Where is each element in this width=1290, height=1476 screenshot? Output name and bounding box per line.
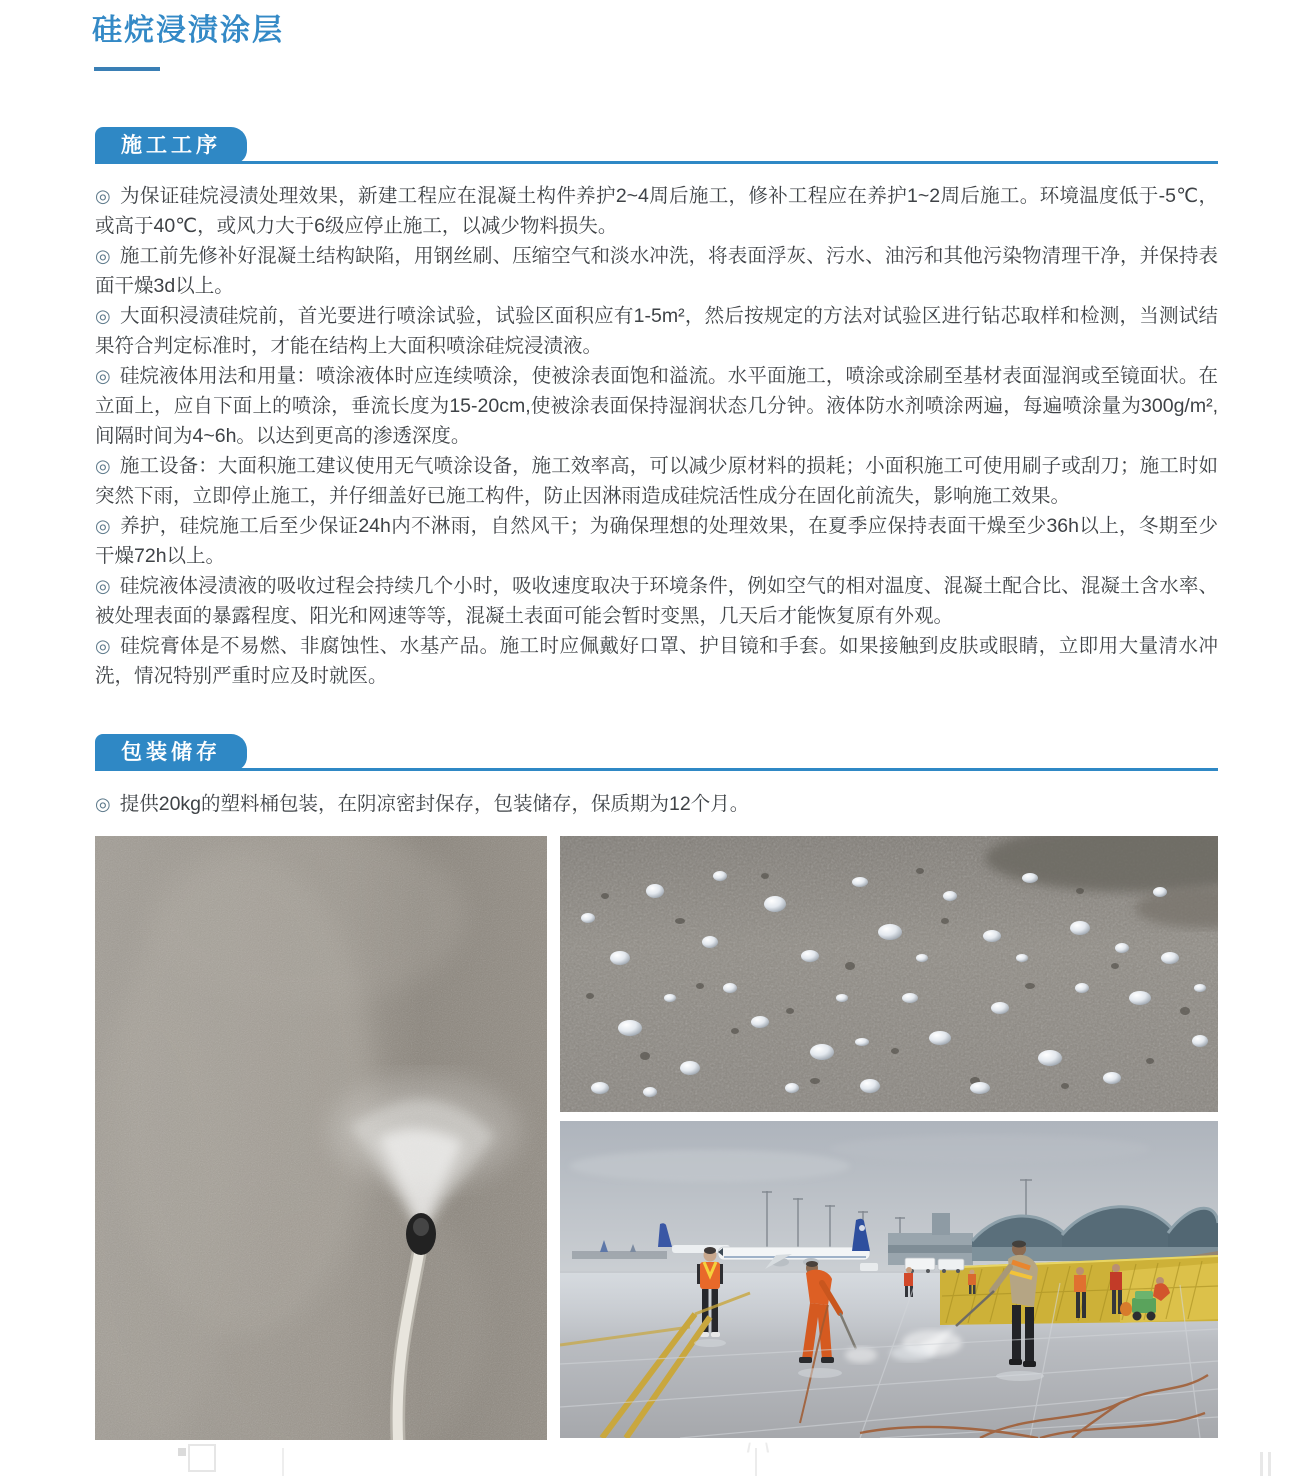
spray-wall-illustration: [95, 836, 547, 1440]
bullet-icon: ◎: [95, 576, 111, 596]
procedure-text: 为保证硅烷浸渍处理效果，新建工程应在混凝土构件养护2~4周后施工，修补工程应在养护1~2周后施工。环境温度低于-5℃，或高于40℃，或风力大于6级应停止施工，以减少物料损失。: [95, 185, 1218, 237]
title-underline-divider: [94, 67, 160, 71]
bullet-icon: ◎: [95, 366, 111, 386]
droplets-illustration: [560, 836, 1218, 1112]
procedure-item: [95, 361, 1218, 451]
section-header-packaging: 包装储存: [95, 734, 247, 771]
procedure-item: [95, 301, 1218, 361]
procedure-text: 大面积浸渍硅烷前，首光要进行喷涂试验，试验区面积应有1-5m²，然后按规定的方法对试验区进行钻芯取样和检测，当测试结果符合判定标准时，才能在结构上大面积喷涂硅烷浸渍液。: [95, 305, 1218, 357]
procedure-text: 硅烷膏体是不易燃、非腐蚀性、水基产品。施工时应佩戴好口罩、护目镜和手套。如果接触到皮肤或眼睛，立即用大量清水冲洗，情况特别严重时应及时就医。: [95, 635, 1218, 687]
packaging-storage-text: [95, 789, 1218, 819]
bullet-icon: ◎: [95, 516, 112, 536]
page-bottom-artifact: [188, 1444, 216, 1472]
page-bottom-artifact: [282, 1448, 284, 1476]
page-bottom-artifact: [178, 1448, 186, 1456]
construction-procedure-text: [95, 181, 1218, 691]
packaging-text: 提供20kg的塑料桶包装，在阴凉密封保存，包装储存，保质期为12个月。: [119, 793, 750, 815]
packaging-item: [95, 789, 1218, 819]
procedure-item: [95, 241, 1218, 301]
page-bottom-artifact: [1268, 1452, 1271, 1476]
procedure-text: 硅烷液体用法和用量：喷涂液体时应连续喷涂，使被涂表面饱和溢流。水平面施工，喷涂或涂刷至基材表面湿润或至镜面状。在立面上，应自下面上的喷涂，垂流长度为15-20cm,使被涂表面保持湿润状态几分钟。液体防水剂喷涂两遍，每遍喷涂量为300g/m²,间隔时间为4~6h。以达到更高的渗透深度。: [95, 365, 1218, 447]
page-bottom-artifact: [747, 1443, 769, 1453]
bullet-icon: ◎: [95, 636, 112, 656]
photo-airport-apron-spraying: [560, 1121, 1218, 1438]
procedure-text: 养护，硅烷施工后至少保证24h内不淋雨，自然风干；为确保理想的处理效果，在夏季应保持表面干燥至少36h以上，冬期至少干燥72h以上。: [95, 515, 1218, 567]
page-bottom-artifact: [1260, 1452, 1263, 1476]
bullet-icon: ◎: [95, 456, 111, 476]
procedure-text: 施工设备：大面积施工建议使用无气喷涂设备，施工效率高，可以减少原材料的损耗；小面积施工可使用刷子或刮刀；施工时如突然下雨，立即停止施工，并仔细盖好已施工构件，防止因淋雨造成硅烷活性成分在固化前流失，影响施工效果。: [95, 455, 1218, 507]
procedure-item: [95, 571, 1218, 631]
procedure-text: 硅烷液体浸渍液的吸收过程会持续几个小时，吸收速度取决于环境条件，例如空气的相对温度、混凝土配合比、混凝土含水率、被处理表面的暴露程度、阳光和网速等等，混凝土表面可能会暂时变黑，几天后才能恢复原有外观。: [95, 575, 1218, 627]
airport-illustration: [560, 1121, 1218, 1438]
procedure-item: [95, 631, 1218, 691]
bullet-icon: ◎: [95, 186, 112, 206]
procedure-item: [95, 451, 1218, 511]
section-rule-construction: [95, 161, 1218, 164]
photo-silane-spray-wall: [95, 836, 547, 1440]
procedure-item: [95, 181, 1218, 241]
procedure-text: 施工前先修补好混凝土结构缺陷，用钢丝刷、压缩空气和淡水冲洗，将表面浮灰、污水、油污和其他污染物清理干净，并保持表面干燥3d以上。: [95, 245, 1218, 297]
section-rule-packaging: [95, 768, 1218, 771]
photo-hydrophobic-droplets: [560, 836, 1218, 1112]
bullet-icon: ◎: [95, 306, 111, 326]
page-title: 硅烷浸渍涂层: [92, 14, 284, 47]
procedure-item: [95, 511, 1218, 571]
bullet-icon: ◎: [95, 246, 111, 266]
section-header-construction: 施工工序: [95, 127, 247, 164]
bullet-icon: ◎: [95, 794, 111, 814]
